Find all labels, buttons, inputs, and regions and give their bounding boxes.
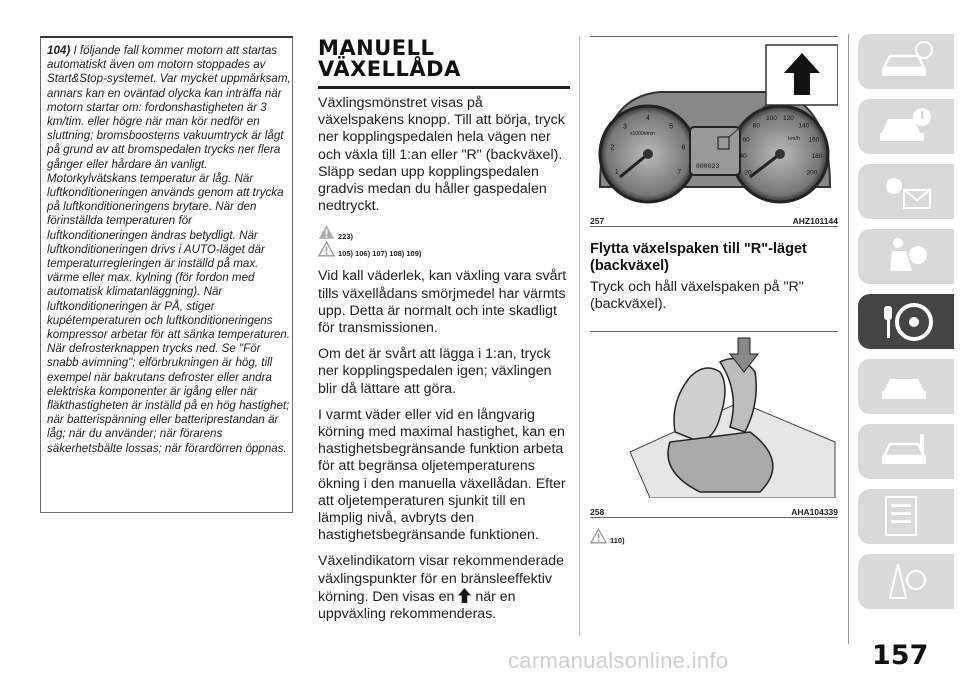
car-info-icon (878, 40, 934, 82)
warning-ref-text-2: 105) 106) 107) 108) 109) (338, 249, 422, 259)
note-paragraph (47, 44, 292, 456)
warning-ref-text-3: 110) (610, 536, 625, 546)
tach-ticks-label: 4 (646, 115, 650, 122)
figure-257-code: AHZ101144 (792, 216, 838, 226)
speed-unit-label: km/h (788, 136, 800, 142)
paragraph-1: Växlingsmönstret visas på växelspakens knopp. Till att börja, tryck ner kopplingspedalen hela vägen ner och växla till 1:an eller "R" (backväxel). Släpp sedan upp kopplingspedalen gradvis medan du håller gaspedalen nedtryckt. (318, 95, 565, 215)
reverse-heading: Flytta växelspaken till "R"-läget (backväxel) (590, 241, 807, 274)
warning-ref-3 (590, 528, 838, 545)
tab-starting-driving[interactable] (858, 294, 954, 349)
speed-ticks-label: 40 (739, 153, 747, 161)
title-rule (318, 86, 570, 89)
paragraph-5 (318, 553, 570, 623)
gear-lever-illustration (590, 332, 838, 498)
warning-note-box (40, 36, 293, 513)
speed-ticks-label: 80 (752, 122, 760, 130)
sidebar-divider (848, 34, 849, 644)
odometer-readout: 000023 (696, 163, 720, 170)
tab-car-warning[interactable] (858, 99, 954, 154)
car-repair-icon (878, 430, 934, 472)
tab-emergencies[interactable] (858, 359, 954, 414)
figure-257-frame (590, 36, 838, 227)
section-title (318, 38, 570, 80)
warning-ref-1 (318, 224, 570, 241)
tach-ticks-label: 2 (610, 144, 615, 152)
warning-ref-text-1: 223) (338, 232, 354, 242)
speed-ticks-label: 100 (766, 115, 777, 122)
tach-unit-label: x1000r/min (630, 131, 655, 137)
alphabet-index-icon (878, 560, 934, 602)
column-divider (579, 36, 580, 636)
tach-ticks-label: 3 (622, 123, 627, 131)
tab-maintenance[interactable] (858, 424, 954, 479)
speed-ticks-label: 140 (798, 122, 810, 130)
tach-ticks-label: 5 (669, 123, 674, 131)
figure-257-number: 257 (590, 216, 605, 226)
warning-ref-2 (318, 241, 570, 258)
caution-triangle-icon (590, 528, 607, 544)
tab-car-info[interactable] (858, 34, 954, 89)
warning-triangle-icon (318, 224, 335, 240)
tach-ticks-label: 1 (614, 169, 619, 176)
section-title-line1: MANUELL (318, 36, 435, 60)
note-number: 104) (47, 44, 71, 57)
paragraph-3: Om det är svårt att lägga i 1:an, tryck ner kopplingspedalen igen; växlingen blir då lättare att göra. (318, 346, 552, 397)
lights-mail-icon (878, 170, 934, 212)
note-text: I följande fall kommer motorn att startas automatiskt även om motorn stoppades av Start&Stop-systemet. Var mycket uppmärksam, annars kan en oväntad olycka kan inträffa när motorn startar om: fordonshastigheten är 3 km/tim. eller högre när man kör nedför en sluttning; bromsboosterns vakuumtryck är lågt på grund av att bromspedalen trycks ner flera gånger eller hårdare än vanligt. Motorkylvätskans temperatur är låg. När luftkonditioneringen används genom att trycka på luftkonditioneringens brytare. När den förinställda temperaturen för luftkonditioneringen ändras betydligt. När luftkonditioneringen drivs i AUTO-läget där temperaturregleringen är inställd på max. värme eller max. kylning (för fordon med automatisk klimatanläggning). När luftkonditioneringen är PÅ, stiger kupétemperaturen och luftkonditioneringens kompressor arbetar för att sänka temperaturen. När defrosterknappen trycks ned. Se "För snabb avimning"; elförbrukningen är hög, till exempel när bakrutans defroster eller andra elektriska komponenter är igång eller när fläkthastigheten är inställd på en hög hastighet; när batterispänning eller batteriprestandan är låg; när du använder; när förarens säkerhetsbälte lossas; när förardörren öppnas. (47, 44, 291, 455)
page-number: 157 (872, 640, 929, 671)
car-service-icon (878, 365, 934, 407)
chapter-tabs-sidebar (852, 34, 960, 619)
speed-ticks-label: 120 (783, 115, 794, 122)
manual-transmission-section (318, 36, 570, 632)
caution-triangle-icon (318, 241, 335, 257)
paragraph-2: Vid kall väderlek, kan växling vara svårt tills växellådans smörjmedel har värmts upp. Detta är normalt och inte skadligt för transmissionen. (318, 268, 567, 337)
speed-ticks-label: 180 (811, 153, 823, 161)
instrument-cluster-illustration (590, 37, 838, 207)
airbag-person-icon (878, 235, 934, 277)
tach-ticks-label: 7 (677, 169, 682, 176)
speed-ticks-label: 200 (806, 169, 818, 177)
reverse-text: Tryck och håll växelspaken på "R" (backväxel). (590, 279, 804, 313)
tab-index[interactable] (858, 554, 954, 609)
figure-258-code: AHA104339 (791, 507, 838, 518)
tab-lights-messages[interactable] (858, 164, 954, 219)
specs-list-icon (878, 495, 934, 537)
paragraph-5-part-b: när en uppväxling rekommenderas. (318, 588, 516, 623)
paragraph-5-part-a: Växelindikatorn visar rekommenderade växlingspunkter för en bränsleeffektiv körning. Den visas en (318, 553, 565, 605)
tab-technical-data[interactable] (858, 489, 954, 544)
tach-ticks-label: 6 (681, 144, 686, 152)
figures-column (590, 36, 838, 555)
tab-safety[interactable] (858, 229, 954, 284)
figure-258-caption (590, 503, 838, 517)
speed-ticks-label: 160 (808, 136, 820, 144)
car-warning-icon (878, 105, 934, 147)
upshift-arrow-icon (458, 588, 471, 603)
steering-key-icon (878, 300, 938, 344)
paragraph-4: I varmt väder eller vid en långvarig körning med maximal hastighet, kan en hastighetsbegränsande funktion arbeta för att begränsa oljetemperaturens ökning i den manuella växellådan. Efter att oljetemperaturen sjunkit till en lämplig nivå, avbryts den hastighetsbegränsande funktionen. (318, 406, 566, 544)
figure-258-number: 258 (590, 507, 605, 518)
watermark: carmanualsonline.info (508, 648, 729, 673)
figure-257-caption (590, 212, 838, 226)
section-title-line2: VÄXELLÅDA (318, 57, 461, 81)
speed-ticks-label: 20 (744, 169, 752, 177)
figure-258-frame (590, 331, 838, 518)
speed-ticks-label: 60 (742, 136, 750, 144)
